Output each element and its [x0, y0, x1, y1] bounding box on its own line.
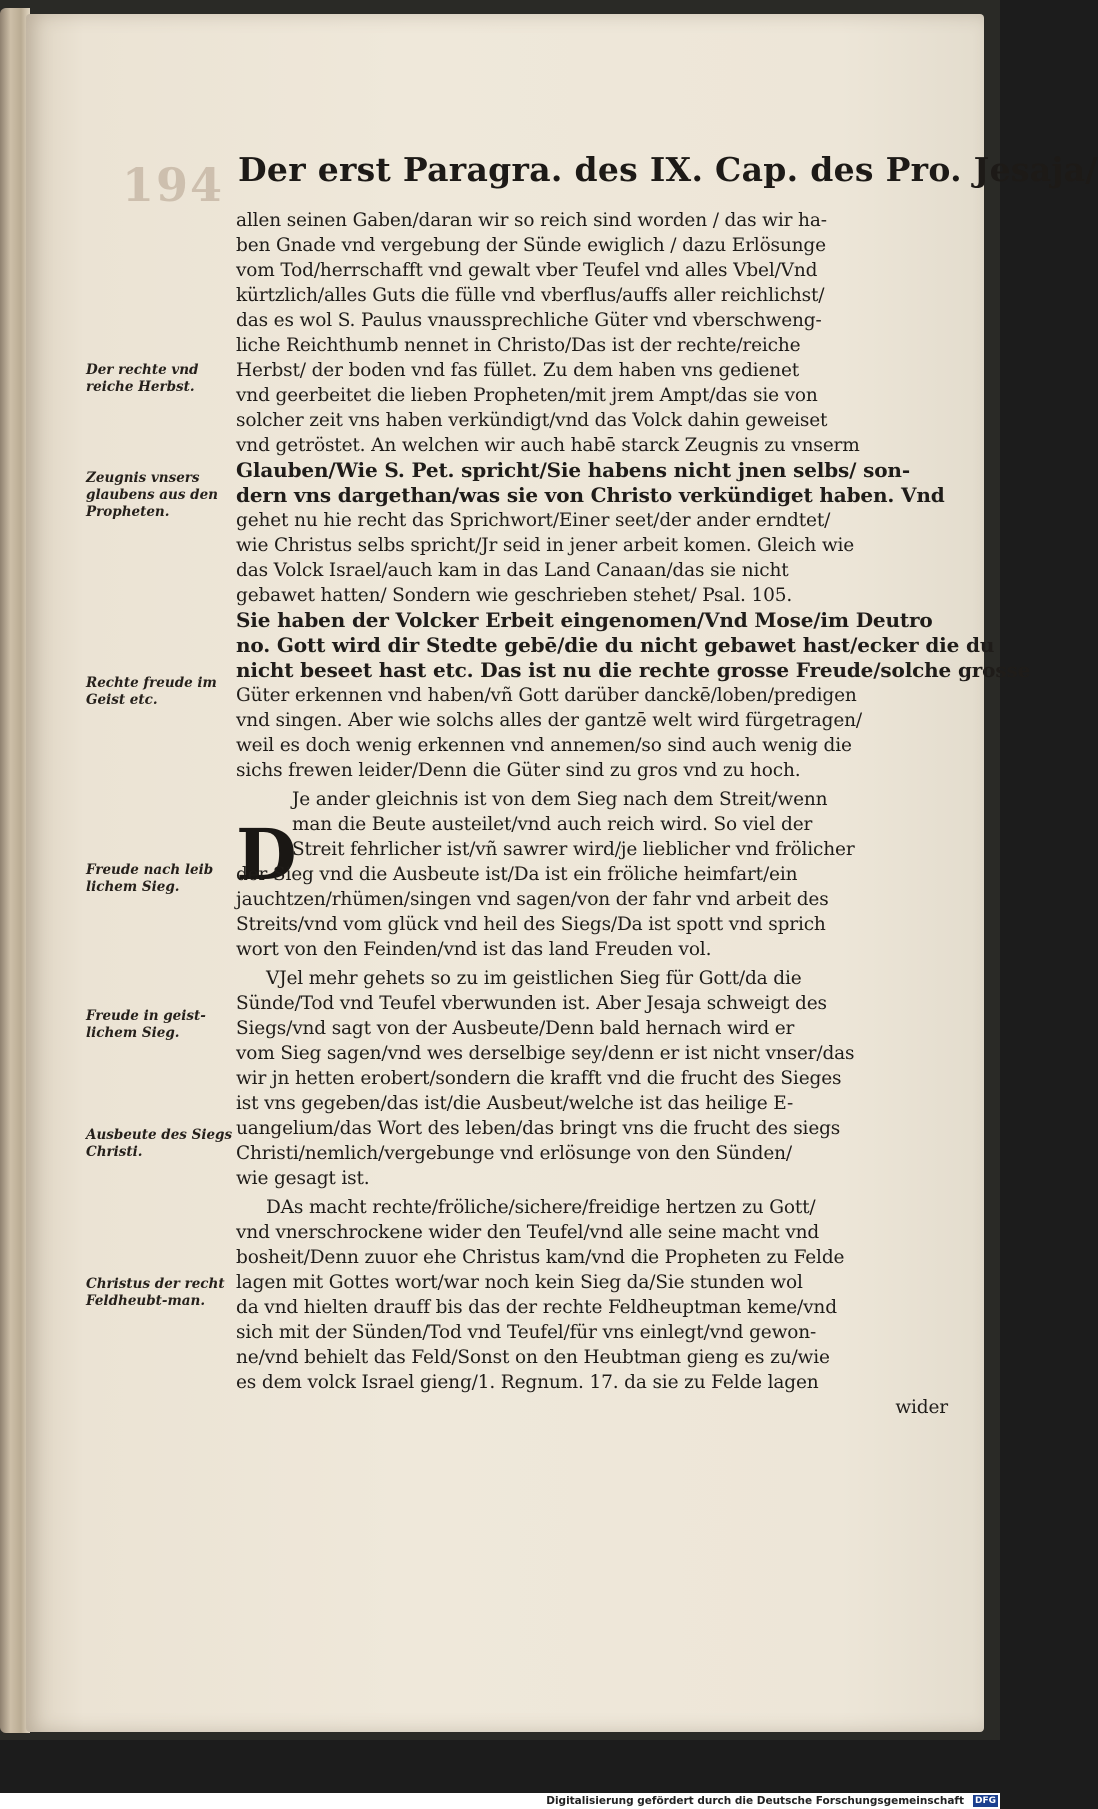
text-line: no. Gott wird dir Stedte gebē/die du nicht gebawet hast/ecker die du: [236, 633, 995, 657]
text-line: vom Tod/herrschafft vnd gewalt vber Teufel vnd alles Vbel/Vnd: [236, 260, 818, 281]
footer-bar: [0, 1793, 1000, 1809]
text-line: dern vns dargethan/was sie von Christo verkündiget haben. Vnd: [236, 483, 945, 507]
text-line: Sünde/Tod vnd Teufel vberwunden ist. Aber Jesaja schweigt des: [236, 993, 827, 1014]
text-line: vom Sieg sagen/vnd wes derselbige sey/denn er ist nicht vnser/das: [236, 1043, 855, 1064]
footer-credit: Digitalisierung gefördert durch die Deutsche Forschungsgemeinschaft: [546, 1795, 964, 1807]
text-line: Je ander gleichnis ist von dem Sieg nach dem Streit/wenn: [292, 789, 828, 810]
text-line: lagen mit Gottes wort/war noch kein Sieg da/Sie stunden wol: [236, 1272, 803, 1293]
text-line: das es wol S. Paulus vnaussprechliche Güter vnd vberschweng-: [236, 310, 822, 331]
text-line: solcher zeit vns haben verkündigt/vnd das Volck dahin geweiset: [236, 410, 828, 431]
margin-note: Christus der recht Feldheubt-man.: [86, 1276, 225, 1309]
text-line: Christi/nemlich/vergebunge vnd erlösunge von den Sünden/: [236, 1143, 792, 1164]
text-line: Güter erkennen vnd haben/vñ Gott darüber danckē/loben/predigen: [236, 685, 857, 706]
text-line: vnd singen. Aber wie solchs alles der gantzē welt wird fürgetragen/: [236, 710, 862, 731]
text-line: sichs frewen leider/Denn die Güter sind zu gros vnd zu hoch.: [236, 760, 801, 781]
dfg-logo: DFG: [974, 1796, 996, 1806]
text-line: ben Gnade vnd vergebung der Sünde ewiglich / dazu Erlösunge: [236, 235, 826, 256]
text-line: nicht beseet hast etc. Das ist nu die rechte grosse Freude/solche grosse: [236, 658, 1031, 682]
text-line: der Sieg vnd die Ausbeute ist/Da ist ein fröliche heimfart/ein: [236, 864, 798, 885]
text-line: Sie haben der Volcker Erbeit eingenomen/Vnd Mose/im Deutro: [236, 608, 933, 632]
text-line: DAs macht rechte/fröliche/sichere/freidige hertzen zu Gott/: [266, 1197, 816, 1218]
text-line: wie Christus selbs spricht/Jr seid in jener arbeit komen. Gleich wie: [236, 535, 855, 556]
text-line: vnd getröstet. An welchen wir auch habē starck Zeugnis zu vnserm: [236, 435, 860, 456]
drop-cap: D: [236, 813, 297, 896]
text-line: vnd geerbeitet die lieben Propheten/mit jrem Ampt/das sie von: [236, 385, 818, 406]
text-line: ne/vnd behielt das Feld/Sonst on den Heubtman gieng es zu/wie: [236, 1347, 830, 1368]
margin-note: Freude in geist-lichem Sieg.: [86, 1008, 206, 1041]
margin-note: Ausbeute des Siegs Christi.: [86, 1127, 233, 1160]
text-line: wider: [895, 1397, 948, 1418]
text-line: uangelium/das Wort des leben/das bringt vns die frucht des siegs: [236, 1118, 841, 1139]
text-line: kürtzlich/alles Guts die fülle vnd vberflus/auffs aller reichlichst/: [236, 285, 825, 306]
text-line: gebawet hatten/ Sondern wie geschrieben stehet/ Psal. 105.: [236, 585, 793, 606]
text-line: jauchtzen/rhümen/singen vnd sagen/von der fahr vnd arbeit des: [236, 889, 829, 910]
page-heading: Der erst Paragra. des IX. Cap. des Pro. Jesaja/: [238, 150, 1098, 189]
text-line: vnd vnerschrockene wider den Teufel/vnd alle seine macht vnd: [236, 1222, 820, 1243]
text-line: VJel mehr gehets so zu im geistlichen Sieg für Gott/da die: [266, 968, 802, 989]
text-line: ist vns gegeben/das ist/die Ausbeut/welche ist das heilige E-: [236, 1093, 794, 1114]
text-line: gehet nu hie recht das Sprichwort/Einer seet/der ander erndtet/: [236, 510, 831, 531]
text-line: das Volck Israel/auch kam in das Land Canaan/das sie nicht: [236, 560, 789, 581]
text-line: Streits/vnd vom glück vnd heil des Siegs/Da ist spott vnd sprich: [236, 914, 826, 935]
text-line: da vnd hielten drauff bis das der rechte Feldheuptman keme/vnd: [236, 1297, 837, 1318]
text-line: wort von den Feinden/vnd ist das land Freuden vol.: [236, 939, 712, 960]
text-line: liche Reichthumb nennet in Christo/Das ist der rechte/reiche: [236, 335, 801, 356]
text-line: Glauben/Wie S. Pet. spricht/Sie habens nicht jnen selbs/ son-: [236, 458, 910, 482]
text-line: bosheit/Denn zuuor ehe Christus kam/vnd die Propheten zu Felde: [236, 1247, 845, 1268]
text-line: wir jn hetten erobert/sondern die krafft vnd die frucht des Sieges: [236, 1068, 842, 1089]
margin-note: Zeugnis vnsers glaubens aus den Propheten.: [86, 470, 218, 520]
margin-note: Freude nach leib lichem Sieg.: [86, 862, 214, 895]
text-line: Herbst/ der boden vnd fas füllet. Zu dem haben vns gedienet: [236, 360, 800, 381]
text-line: allen seinen Gaben/daran wir so reich sind worden / das wir ha-: [236, 210, 827, 231]
margin-note: Der rechte vnd reiche Herbst.: [86, 362, 199, 395]
body-text: [236, 208, 1031, 1420]
text-line: Siegs/vnd sagt von der Ausbeute/Denn bald hernach wird er: [236, 1018, 795, 1039]
text-line: Streit fehrlicher ist/vñ sawrer wird/je lieblicher vnd frölicher: [292, 839, 855, 860]
text-line: es dem volck Israel gieng/1. Regnum. 17. da sie zu Felde lagen: [236, 1372, 819, 1393]
page-number-ghost: 194: [122, 158, 225, 212]
text-line: wie gesagt ist.: [236, 1168, 370, 1189]
text-line: man die Beute austeilet/vnd auch reich wird. So viel der: [292, 814, 813, 835]
text-line: weil es doch wenig erkennen vnd annemen/so sind auch wenig die: [236, 735, 852, 756]
text-line: sich mit der Sünden/Tod vnd Teufel/für vns einlegt/vnd gewon-: [236, 1322, 817, 1343]
margin-note: Rechte freude im Geist etc.: [86, 675, 217, 708]
